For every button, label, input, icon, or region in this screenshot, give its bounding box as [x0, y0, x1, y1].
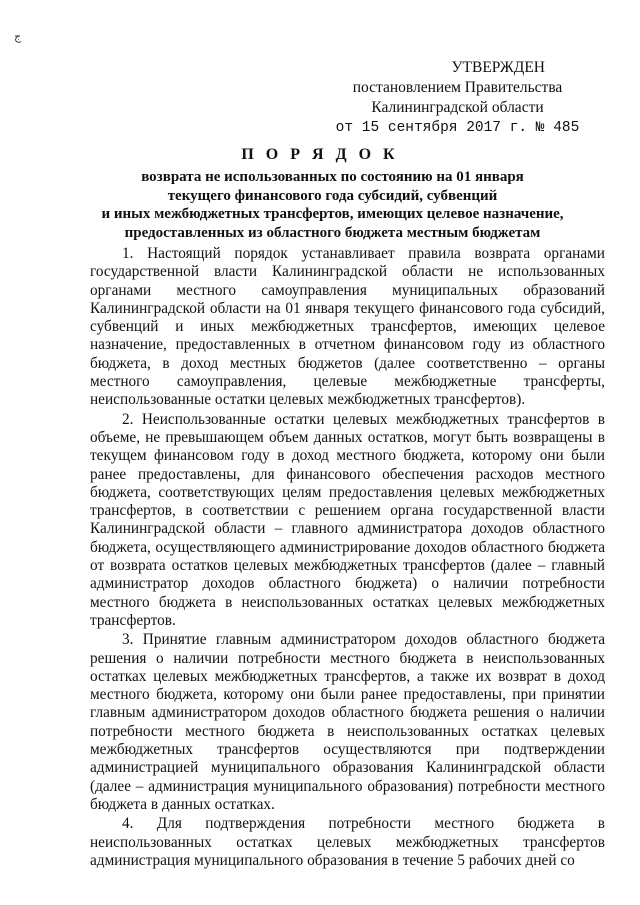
- approval-block: [330, 58, 585, 138]
- subtitle-line: предоставленных из областного бюджета местным бюджетам: [124, 224, 541, 241]
- approval-date-line: от 15 сентября 2017 г. № 485: [335, 120, 580, 136]
- corner-mark: ج: [14, 31, 22, 43]
- document-title: П О Р Я Д О К: [241, 146, 399, 163]
- document-subtitle: [60, 168, 605, 242]
- subtitle-line: возврата не использованных по состоянию на 01 января: [141, 169, 524, 185]
- document-body: [90, 245, 605, 871]
- paragraph-4: 4. Для подтверждения потребности местного бюджета в неиспользованных остатках целевых межбюджетных трансфертов администрация муниципального образования в течение 5 рабочих дней со: [90, 815, 605, 869]
- subtitle-line: и иных межбюджетных трансфертов, имеющих целевое назначение,: [101, 206, 564, 222]
- paragraph-2: 2. Неиспользованные остатки целевых межбюджетных трансфертов в объеме, не превышающем объем данных остатков, могут быть возвращены в текущем финансовом году в доход местного бюджета, которому они были ранее предоставлены, для финансового обеспечения расходов местного бюджета, соответствующих целям предоставления целевых межбюджетных трансфертов, в соответствии с решением органа государственной власти Калининградской области – главного администратора доходов областного бюджета, осуществляющего администрирование доходов областного бюджета от возврата остатков целевых межбюджетных трансфертов (далее – главный администратор доходов областного бюджета) о наличии потребности местного бюджета в неиспользованных остатках целевых межбюджетных трансфертов.: [90, 410, 605, 629]
- paragraph-1: 1. Настоящий порядок устанавливает правила возврата органами государственной власти Калининградской области не использованных органами местного самоуправления муниципальных образований Калининградской области на 01 января текущего финансового года субсидий, субвенций и иных межбюджетных трансфертов, имеющих целевое назначение, предоставленных в отчетном финансовом году из областного бюджета, в доход местных бюджетов (далее соответственно – органы местного самоуправления, целевые межбюджетные трансферты, неиспользованные остатки целевых межбюджетных трансфертов).: [90, 245, 605, 409]
- paragraph-3: 3. Принятие главным администратором доходов областного бюджета решения о наличии потребности местного бюджета в неиспользованных остатках целевых межбюджетных трансфертов, а также их возврат в доход местного бюджета, которому они были ранее предоставлены, при принятии главным администратором доходов областного бюджета решения о наличии потребности местного бюджета в неиспользованных остатках целевых межбюджетных трансфертов осуществляются при подтверждении администрацией муниципального образования Калининградской области (далее – администрация муниципального образования) потребности местного бюджета в данных остатках.: [90, 631, 605, 813]
- approval-line-2: Калининградской области: [371, 99, 544, 116]
- subtitle-line: текущего финансового года субсидий, субвенций: [167, 187, 498, 204]
- approval-heading: УТВЕРЖДЕН: [451, 59, 545, 76]
- approval-line-1: постановлением Правительства: [352, 79, 563, 96]
